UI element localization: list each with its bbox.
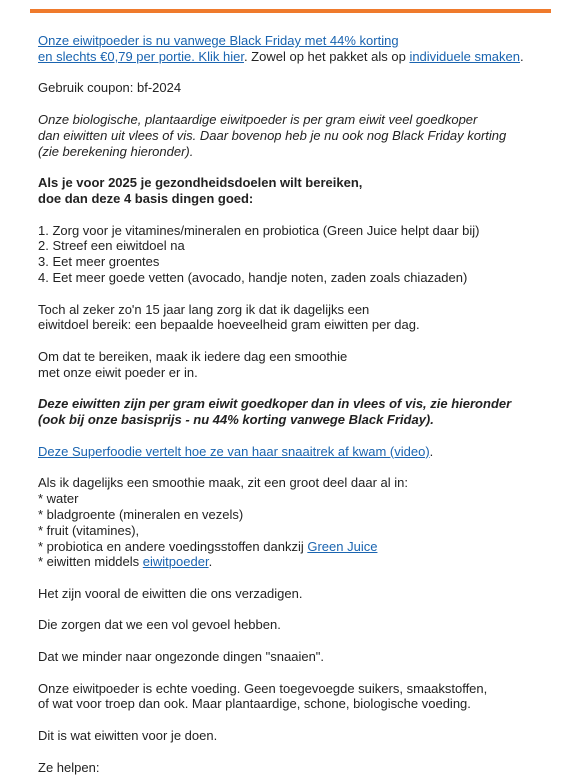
accent-top-bar xyxy=(30,9,551,13)
list-item: 3. Eet meer groentes xyxy=(38,254,160,270)
cheaper-protein-paragraph: Deze eiwitten zijn per gram eiwit goedkoper dan in vlees of vis, zie hieronder (ook bij onze basisprijs - nu 44% korting vanwege Black Friday). xyxy=(38,396,512,428)
black-friday-link[interactable]: Onze eiwitpoeder is nu vanwege Black Friday met 44% korting en slechts €0,79 per portie. Klik hier xyxy=(38,33,399,64)
smoothie-paragraph: Om dat te bereiken, maak ik iedere dag een smoothie met onze eiwit poeder er in. xyxy=(38,348,348,380)
satiate-paragraph: Het zijn vooral de eiwitten die ons verzadigen. xyxy=(38,585,303,601)
snacking-paragraph: Dat we minder naar ongezonde dingen "snaaien". xyxy=(38,649,325,665)
intro-paragraph: Onze eiwitpoeder is nu vanwege Black Friday met 44% korting en slechts €0,79 per portie. Klik hier. Zowel op het pakket als op individuele smaken. xyxy=(38,33,524,64)
video-paragraph: Deze Superfoodie vertelt hoe ze van haar snaaitrek af kwam (video). xyxy=(38,443,434,459)
list-item: * probiotica en andere voedingsstoffen dankzij Green Juice xyxy=(38,538,378,554)
health-goals-heading: Als je voor 2025 je gezondheidsdoelen wilt bereiken, doe dan deze 4 basis dingen goed: xyxy=(38,175,363,206)
individual-flavors-link[interactable]: individuele smaken xyxy=(409,48,521,64)
list-item: 4. Eet meer goede vetten (avocado, handje noten, zaden zoals chiazaden) xyxy=(38,269,468,285)
list-item: 1. Zorg voor je vitamines/mineralen en probiotica (Green Juice helpt daar bij) xyxy=(38,222,480,238)
protein-does-paragraph: Dit is wat eiwitten voor je doen. xyxy=(38,728,218,744)
email-body xyxy=(38,33,558,775)
fifteen-years-paragraph: Toch al zeker zo'n 15 jaar lang zorg ik dat ik dagelijks een eiwitdoel bereik: een bepaalde hoeveelheid gram eiwitten per dag. xyxy=(38,301,420,333)
they-help-paragraph: Ze helpen: xyxy=(38,759,100,775)
list-item: * fruit (vitamines), xyxy=(38,522,140,538)
basics-list xyxy=(38,223,558,286)
coupon-text: Gebruik coupon: bf-2024 xyxy=(38,80,182,96)
protein-powder-link[interactable]: eiwitpoeder xyxy=(142,554,209,570)
green-juice-link[interactable]: Green Juice xyxy=(307,538,378,554)
smoothie-contents-list: Als ik dagelijks een smoothie maak, zit een groot deel daar al in: * water * bladgroente (mineralen en vezels) * fruit (vitamines), * probiotica en andere voedingsstoffen dankzij Green Juice * eiwitten middels eiwitpoeder. xyxy=(38,475,408,570)
full-feeling-paragraph: Die zorgen dat we een vol gevoel hebben. xyxy=(38,617,281,633)
organic-protein-paragraph: Onze biologische, plantaardige eiwitpoeder is per gram eiwit veel goedkoper dan eiwitten uit vlees of vis. Daar bovenop heb je nu ook nog Black Friday korting (zie berekening hieronder). xyxy=(38,111,507,159)
list-item: 2. Streef een eiwitdoel na xyxy=(38,238,185,254)
real-food-paragraph: Onze eiwitpoeder is echte voeding. Geen toegevoegde suikers, smaakstoffen, of wat voor troep dan ook. Maar plantaardige, schone, biologische voeding. xyxy=(38,680,488,712)
list-item: * water xyxy=(38,491,79,507)
superfoodie-video-link[interactable]: Deze Superfoodie vertelt hoe ze van haar snaaitrek af kwam (video) xyxy=(38,443,430,459)
list-item: * bladgroente (mineralen en vezels) xyxy=(38,506,244,522)
list-item: * eiwitten middels eiwitpoeder. xyxy=(38,554,213,570)
